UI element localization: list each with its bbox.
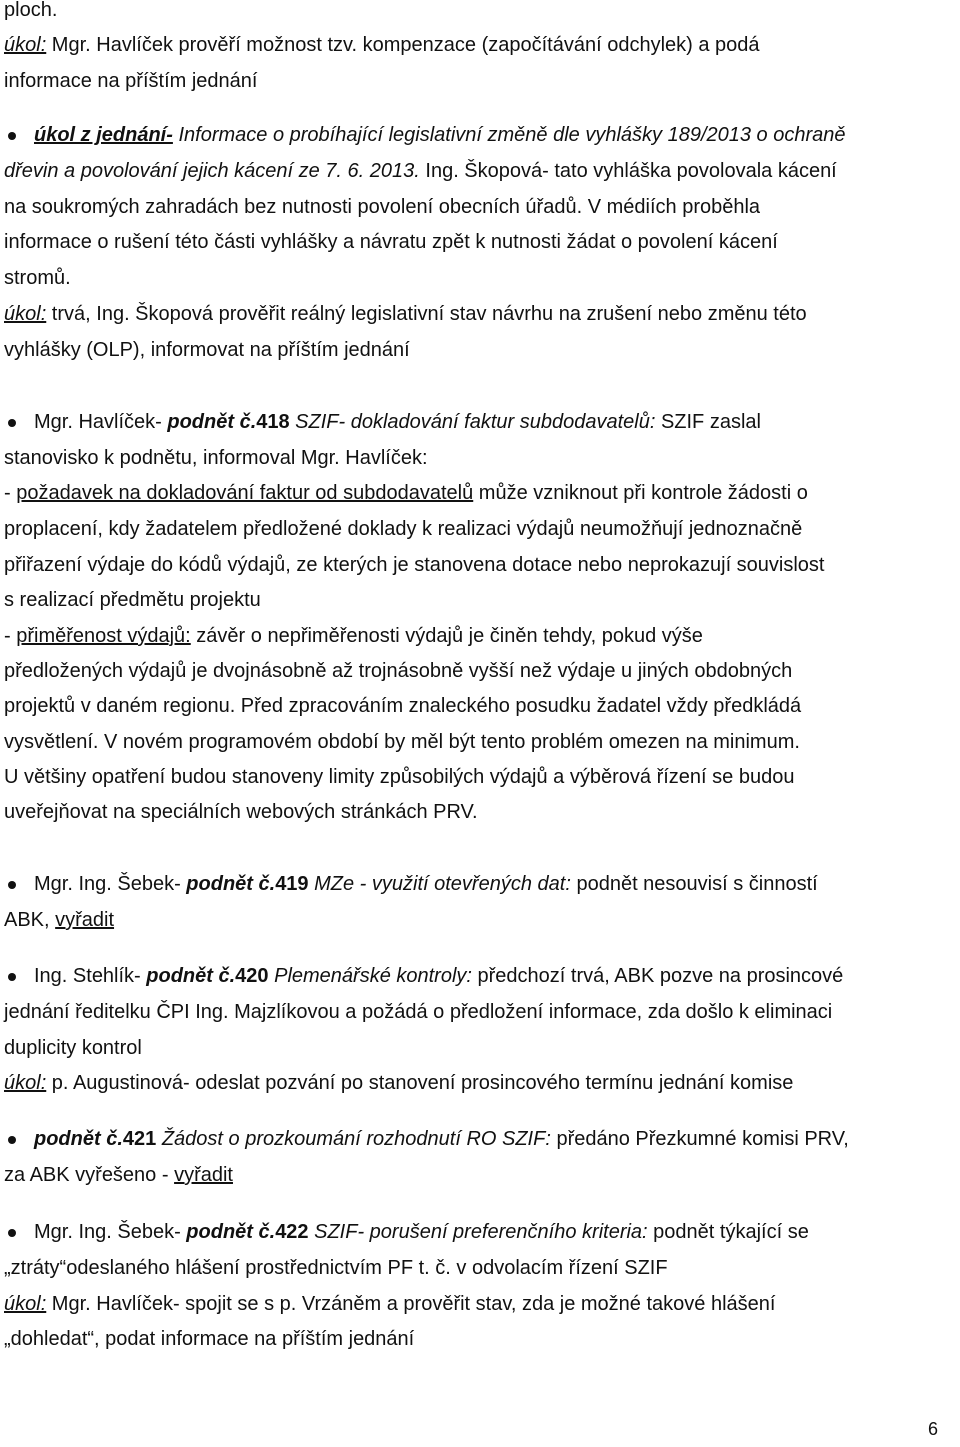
text-line: informace na příštím jednání: [4, 70, 258, 92]
task-line: úkol: Mgr. Havlíček prověří možnost tzv. kompenzace (započítávání odchylek) a podá: [4, 34, 760, 56]
item-heading: Mgr. Havlíček- podnět č.418 SZIF- dokladování faktur subdodavatelů: SZIF zaslal: [34, 411, 761, 433]
bullet-icon: [8, 419, 16, 427]
task-line: úkol: trvá, Ing. Škopová prověřit reálný legislativní stav návrhu na zrušení nebo změnu této: [4, 303, 807, 325]
text-line: předložených výdajů je dvojnásobně až trojnásobně vyšší než výdaje u jiných obdobných: [4, 660, 793, 682]
bullet-icon: [8, 973, 16, 981]
text-line: přiřazení výdaje do kódů výdajů, ze kterých je stanovena dotace nebo neprokazují souvislost: [4, 554, 825, 576]
meeting-task-label: úkol z jednání-: [34, 124, 173, 146]
text-line: „dohledat“, podat informace na příštím jednání: [4, 1328, 415, 1350]
bullet-icon: [8, 1136, 16, 1144]
bullet-icon: [8, 1229, 16, 1237]
text-line: duplicity kontrol: [4, 1037, 142, 1059]
item-heading: Mgr. Ing. Šebek- podnět č.422 SZIF- porušení preferenčního kriteria: podnět týkající se: [34, 1221, 809, 1243]
text-line: - přiměřenost výdajů: závěr o nepřiměřenosti výdajů je činěn tehdy, pokud výše: [4, 625, 703, 647]
task-label: úkol:: [4, 1293, 47, 1315]
text-line: projektů v daném regionu. Před zpracováním znaleckého posudku žadatel vždy předkládá: [4, 695, 802, 717]
text-line: za ABK vyřešeno - vyřadit: [4, 1164, 233, 1186]
text-line: s realizací předmětu projektu: [4, 589, 261, 611]
task-line: úkol: Mgr. Havlíček- spojit se s p. Vrzáněm a prověřit stav, zda je možné takové hlášení: [4, 1293, 776, 1315]
text-line: vysvětlení. V novém programovém období by měl být tento problém omezen na minimum.: [4, 731, 800, 753]
text-line: ABK, vyřadit: [4, 909, 115, 931]
text-line: informace o rušení této části vyhlášky a návratu zpět k nutnosti žádat o povolení kácení: [4, 231, 778, 253]
task-line: úkol: p. Augustinová- odeslat pozvání po stanovení prosincového termínu jednání komise: [4, 1072, 794, 1094]
item-heading: úkol z jednání- Informace o probíhající legislativní změně dle vyhlášky 189/2013 o ochraně: [34, 124, 846, 146]
text-line: proplacení, kdy žadatelem předložené doklady k realizaci výdajů neumožňují jednoznačně: [4, 518, 803, 540]
item-heading: Ing. Stehlík- podnět č.420 Plemenářské kontroly: předchozí trvá, ABK pozve na prosincové: [34, 965, 844, 987]
text-line: dřevin a povolování jejich kácení ze 7. 6. 2013. Ing. Škopová- tato vyhláška povolovala kácení: [4, 160, 837, 182]
bullet-icon: [8, 132, 16, 140]
text-line: vyhlášky (OLP), informovat na příštím jednání: [4, 339, 410, 361]
item-heading: Mgr. Ing. Šebek- podnět č.419 MZe - využití otevřených dat: podnět nesouvisí s činností: [34, 873, 818, 895]
page-number: 6: [927, 1419, 938, 1439]
item-heading: podnět č.421 Žádost o prozkoumání rozhodnutí RO SZIF: předáno Přezkumné komisi PRV,: [34, 1128, 849, 1150]
task-label: úkol:: [4, 34, 47, 56]
text-line: na soukromých zahradách bez nutnosti povolení obecních úřadů. V médiích proběhla: [4, 196, 761, 218]
text-line: U většiny opatření budou stanoveny limity způsobilých výdajů a výběrová řízení se budou: [4, 766, 795, 788]
text-line: jednání ředitelku ČPI Ing. Majzlíkovou a požádá o předložení informace, zda došlo k eliminaci: [4, 1001, 833, 1023]
task-label: úkol:: [4, 303, 47, 325]
text-line: ploch.: [4, 0, 58, 21]
text-line: stanovisko k podnětu, informoval Mgr. Havlíček:: [4, 447, 428, 469]
text-line: „ztráty“odeslaného hlášení prostřednictvím PF t. č. v odvolacím řízení SZIF: [4, 1257, 668, 1279]
task-label: úkol:: [4, 1072, 47, 1094]
text-line: stromů.: [4, 267, 71, 289]
text-line: uveřejňovat na speciálních webových stránkách PRV.: [4, 801, 478, 823]
text-line: - požadavek na dokladování faktur od subdodavatelů může vzniknout při kontrole žádosti o: [4, 482, 808, 504]
bullet-icon: [8, 881, 16, 889]
